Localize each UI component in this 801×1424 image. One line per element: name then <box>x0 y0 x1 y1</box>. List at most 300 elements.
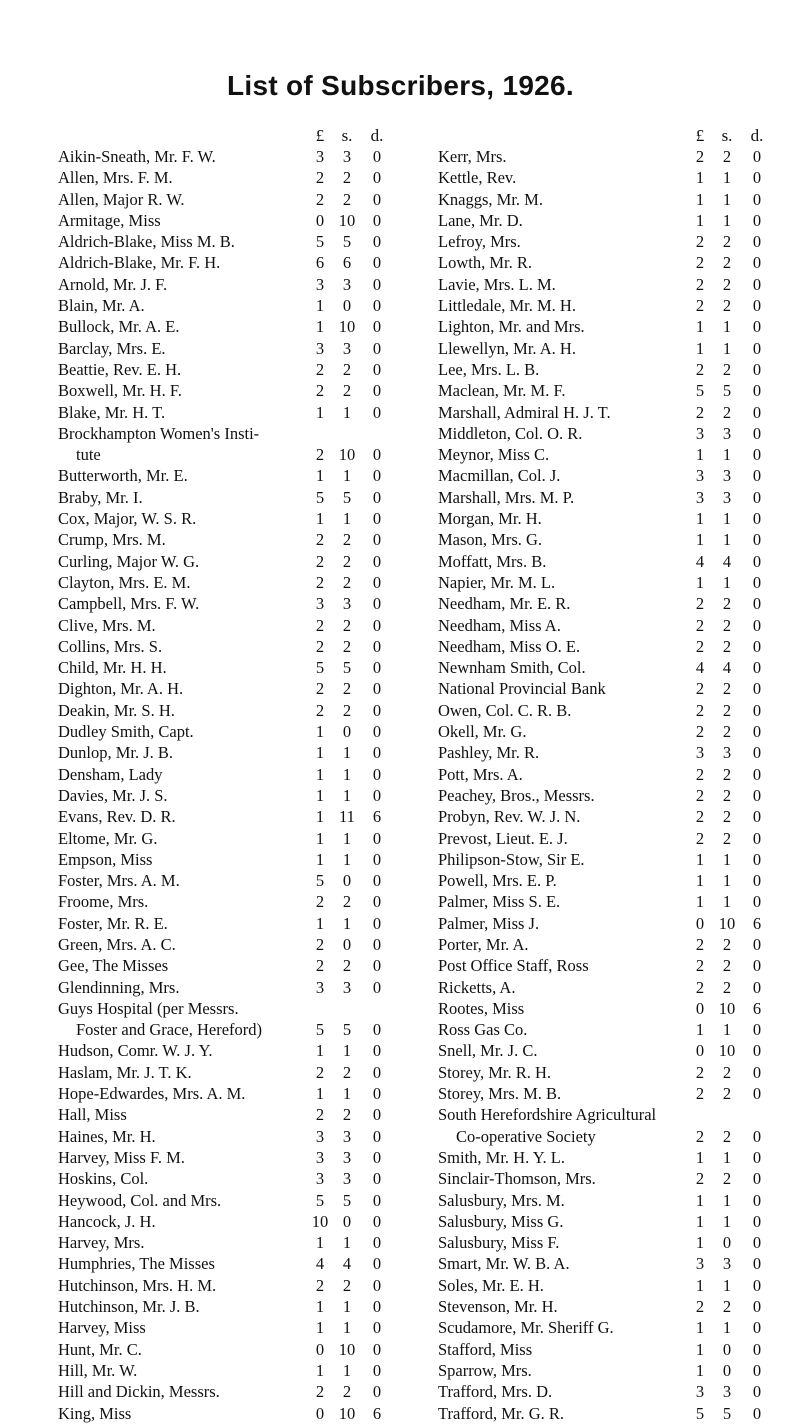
amount-pounds: 1 <box>315 466 325 486</box>
subscriber-row <box>58 338 393 359</box>
subscriber-name: Aldrich-Blake, Miss M. B. <box>58 232 235 252</box>
subscriber-name: Empson, Miss <box>58 849 153 869</box>
amount-pounds: 4 <box>315 1254 325 1274</box>
amount-pounds: 2 <box>315 189 325 209</box>
amount-shillings: 2 <box>722 594 732 614</box>
subscriber-row <box>58 828 393 849</box>
amount-shillings: 3 <box>342 274 352 294</box>
amount-pence: 6 <box>372 807 382 827</box>
amount-pence: 0 <box>752 402 762 422</box>
amount-pence: 0 <box>752 381 762 401</box>
amount-pence: 0 <box>752 1190 762 1210</box>
amount-pounds: 2 <box>315 934 325 954</box>
amount-pence: 0 <box>752 359 762 379</box>
subscriber-row <box>58 1275 393 1296</box>
subscriber-name: Philipson-Stow, Sir E. <box>438 849 585 869</box>
amount-pounds: 1 <box>695 210 705 230</box>
subscriber-row <box>58 359 393 380</box>
subscriber-column-right <box>438 126 773 1424</box>
amount-shillings: 1 <box>342 1297 352 1317</box>
subscriber-row <box>438 700 773 721</box>
subscriber-row <box>438 593 773 614</box>
amount-shillings: 1 <box>342 849 352 869</box>
subscriber-row <box>58 870 393 891</box>
amount-shillings: 2 <box>722 807 732 827</box>
page-title: List of Subscribers, 1926. <box>226 70 575 101</box>
amount-pounds: 1 <box>695 1360 705 1380</box>
amount-pounds: 5 <box>315 871 325 891</box>
amount-shillings: 2 <box>342 700 352 720</box>
subscriber-row <box>438 189 773 210</box>
amount-pounds: 2 <box>695 934 705 954</box>
amount-pounds: 2 <box>695 807 705 827</box>
subscriber-row <box>58 700 393 721</box>
amount-pence: 0 <box>752 1211 762 1231</box>
shillings-header: s. <box>721 126 733 145</box>
amount-shillings: 10 <box>338 317 356 337</box>
subscriber-row <box>58 934 393 955</box>
subscriber-name: Deakin, Mr. S. H. <box>58 700 175 720</box>
subscriber-name: Davies, Mr. J. S. <box>58 785 168 805</box>
subscriber-row <box>438 402 773 423</box>
subscriber-name: Pott, Mrs. A. <box>438 764 523 784</box>
subscriber-row <box>58 1360 393 1381</box>
amount-pence: 0 <box>752 1147 762 1167</box>
amount-pounds: 1 <box>315 828 325 848</box>
subscriber-name: Knaggs, Mr. M. <box>438 189 543 209</box>
amount-pounds: 3 <box>695 1382 705 1402</box>
subscriber-name: Foster, Mr. R. E. <box>58 913 168 933</box>
subscriber-name: Post Office Staff, Ross <box>438 956 589 976</box>
currency-header <box>58 126 393 146</box>
amount-shillings: 2 <box>342 679 352 699</box>
subscriber-row <box>58 891 393 912</box>
amount-pounds: 2 <box>315 359 325 379</box>
subscriber-name: Harvey, Mrs. <box>58 1233 145 1253</box>
subscriber-name: Froome, Mrs. <box>58 892 149 912</box>
amount-pounds: 2 <box>315 956 325 976</box>
amount-pounds: 2 <box>695 615 705 635</box>
amount-pounds: 5 <box>695 381 705 401</box>
subscriber-name: Allen, Major R. W. <box>58 189 185 209</box>
amount-pence: 0 <box>752 210 762 230</box>
subscriber-name: Prevost, Lieut. E. J. <box>438 828 568 848</box>
subscriber-row <box>438 359 773 380</box>
subscriber-row <box>58 998 393 1019</box>
amount-pence: 0 <box>372 785 382 805</box>
amount-pence: 0 <box>752 615 762 635</box>
subscriber-row <box>58 252 393 273</box>
subscriber-list <box>438 146 773 1424</box>
subscriber-row <box>58 1190 393 1211</box>
amount-pence: 0 <box>752 551 762 571</box>
amount-shillings: 1 <box>342 1360 352 1380</box>
subscriber-name: Storey, Mrs. M. B. <box>438 1084 562 1104</box>
subscriber-name: Needham, Miss A. <box>438 615 561 635</box>
amount-pounds: 2 <box>695 1062 705 1082</box>
amount-pounds: 2 <box>695 232 705 252</box>
amount-shillings: 0 <box>342 296 352 316</box>
subscriber-name: Sparrow, Mrs. <box>438 1360 532 1380</box>
amount-shillings: 2 <box>342 956 352 976</box>
amount-shillings: 3 <box>342 1169 352 1189</box>
amount-pounds: 2 <box>315 1062 325 1082</box>
pence-header: d. <box>750 126 764 145</box>
amount-pence: 0 <box>372 296 382 316</box>
subscriber-row <box>438 444 773 465</box>
amount-pence: 0 <box>372 1126 382 1146</box>
amount-pence: 0 <box>372 1233 382 1253</box>
amount-shillings: 3 <box>342 1147 352 1167</box>
subscriber-name: Pashley, Mr. R. <box>438 743 540 763</box>
subscriber-name: Hutchinson, Mr. J. B. <box>58 1297 200 1317</box>
amount-pounds: 3 <box>315 147 325 166</box>
subscriber-row <box>438 785 773 806</box>
subscriber-name: Clayton, Mrs. E. M. <box>58 572 191 592</box>
amount-pence: 0 <box>752 700 762 720</box>
amount-shillings: 3 <box>722 487 732 507</box>
amount-shillings: 1 <box>342 402 352 422</box>
subscriber-row <box>438 487 773 508</box>
subscriber-row <box>58 678 393 699</box>
amount-shillings: 3 <box>722 1254 732 1274</box>
amount-pence: 0 <box>372 849 382 869</box>
amount-shillings: 2 <box>722 274 732 294</box>
amount-pounds: 2 <box>315 615 325 635</box>
subscriber-row <box>58 1403 393 1424</box>
amount-pence: 0 <box>752 168 762 188</box>
amount-shillings: 1 <box>722 509 732 529</box>
amount-shillings: 5 <box>342 487 352 507</box>
amount-pence: 0 <box>372 1382 382 1402</box>
amount-pounds: 1 <box>315 1297 325 1317</box>
amount-pence: 0 <box>372 274 382 294</box>
subscriber-row <box>58 1040 393 1061</box>
subscriber-name: Evans, Rev. D. R. <box>58 807 176 827</box>
subscriber-row <box>58 977 393 998</box>
amount-shillings: 1 <box>342 509 352 529</box>
amount-pence: 0 <box>372 1041 382 1061</box>
amount-shillings: 2 <box>722 722 732 742</box>
amount-pence: 0 <box>752 274 762 294</box>
subscriber-row <box>438 934 773 955</box>
amount-pence: 0 <box>372 913 382 933</box>
subscriber-name: Scudamore, Mr. Sheriff G. <box>438 1318 614 1338</box>
amount-pounds: 1 <box>315 509 325 529</box>
amount-shillings: 1 <box>722 1190 732 1210</box>
amount-shillings: 2 <box>722 828 732 848</box>
amount-pounds: 2 <box>315 572 325 592</box>
amount-shillings: 1 <box>722 338 732 358</box>
amount-shillings: 10 <box>718 998 736 1018</box>
amount-pence: 0 <box>372 1297 382 1317</box>
subscriber-row <box>438 1403 773 1424</box>
amount-pence: 0 <box>752 1318 762 1338</box>
amount-shillings: 1 <box>722 1147 732 1167</box>
subscriber-name: Curling, Major W. G. <box>58 551 200 571</box>
subscriber-row <box>438 1062 773 1083</box>
amount-shillings: 2 <box>722 232 732 252</box>
amount-shillings: 2 <box>722 636 732 656</box>
amount-pence: 0 <box>372 1105 382 1125</box>
amount-pounds: 2 <box>315 700 325 720</box>
subscriber-row <box>438 274 773 295</box>
amount-pence: 0 <box>752 572 762 592</box>
amount-pounds: 1 <box>695 530 705 550</box>
amount-pounds: 1 <box>315 1084 325 1104</box>
amount-pounds: 3 <box>315 594 325 614</box>
subscriber-row <box>438 1126 773 1147</box>
subscriber-row <box>438 891 773 912</box>
amount-pounds: 1 <box>315 849 325 869</box>
amount-shillings: 3 <box>722 423 732 443</box>
amount-shillings: 1 <box>722 871 732 891</box>
amount-pence: 0 <box>372 594 382 614</box>
subscriber-row <box>438 657 773 678</box>
subscriber-row <box>438 764 773 785</box>
subscriber-name: Peachey, Bros., Messrs. <box>438 785 595 805</box>
amount-pence: 0 <box>752 445 762 465</box>
subscriber-row <box>438 295 773 316</box>
subscriber-name: Porter, Mr. A. <box>438 934 529 954</box>
amount-pence: 0 <box>752 1233 762 1253</box>
subscriber-name: Arnold, Mr. J. F. <box>58 274 168 294</box>
amount-pence: 0 <box>372 679 382 699</box>
amount-pounds: 2 <box>315 1382 325 1402</box>
subscriber-name: Needham, Mr. E. R. <box>438 594 571 614</box>
amount-pence: 6 <box>752 913 762 933</box>
amount-shillings: 10 <box>338 210 356 230</box>
amount-pence: 0 <box>372 359 382 379</box>
subscriber-name: Gee, The Misses <box>58 956 169 976</box>
subscriber-row <box>58 785 393 806</box>
amount-shillings: 5 <box>342 232 352 252</box>
amount-pounds: 1 <box>695 1190 705 1210</box>
amount-pounds: 6 <box>315 253 325 273</box>
amount-shillings: 1 <box>722 445 732 465</box>
amount-pence: 0 <box>752 807 762 827</box>
subscriber-name: Smart, Mr. W. B. A. <box>438 1254 570 1274</box>
subscriber-name: Snell, Mr. J. C. <box>438 1041 538 1061</box>
subscriber-name: Marshall, Admiral H. J. T. <box>438 402 611 422</box>
subscriber-name: Bullock, Mr. A. E. <box>58 317 180 337</box>
amount-shillings: 2 <box>342 615 352 635</box>
subscriber-name: Probyn, Rev. W. J. N. <box>438 807 581 827</box>
subscriber-row <box>438 1040 773 1061</box>
amount-pence: 0 <box>752 1360 762 1380</box>
subscriber-name: Okell, Mr. G. <box>438 722 527 742</box>
subscriber-row <box>438 742 773 763</box>
amount-shillings: 2 <box>342 1382 352 1402</box>
amount-pence: 0 <box>372 147 382 166</box>
subscriber-name: Trafford, Mrs. D. <box>438 1382 553 1402</box>
amount-shillings: 5 <box>722 1403 732 1423</box>
amount-pence: 0 <box>752 1020 762 1040</box>
subscriber-row <box>58 402 393 423</box>
amount-pounds: 2 <box>315 1105 325 1125</box>
subscriber-row <box>58 1019 393 1040</box>
amount-shillings: 3 <box>342 147 352 166</box>
subscriber-row <box>58 1296 393 1317</box>
amount-pounds: 1 <box>695 871 705 891</box>
amount-pounds: 5 <box>315 232 325 252</box>
subscriber-row <box>58 529 393 550</box>
amount-pounds: 2 <box>695 700 705 720</box>
subscriber-name: Lighton, Mr. and Mrs. <box>438 317 585 337</box>
amount-shillings: 10 <box>338 1339 356 1359</box>
subscriber-name: Lee, Mrs. L. B. <box>438 359 540 379</box>
amount-pounds: 2 <box>695 296 705 316</box>
amount-pounds: 1 <box>315 1233 325 1253</box>
subscriber-name: Kerr, Mrs. <box>438 147 507 166</box>
amount-shillings: 2 <box>342 381 352 401</box>
amount-pence: 0 <box>752 147 762 166</box>
amount-shillings: 2 <box>722 359 732 379</box>
amount-shillings: 2 <box>342 572 352 592</box>
amount-pounds: 2 <box>315 1275 325 1295</box>
subscriber-row <box>438 955 773 976</box>
amount-pounds: 2 <box>695 359 705 379</box>
subscriber-row <box>438 338 773 359</box>
amount-pounds: 2 <box>695 274 705 294</box>
amount-pence: 0 <box>372 1084 382 1104</box>
subscriber-name: Child, Mr. H. H. <box>58 658 167 678</box>
amount-pence: 0 <box>372 764 382 784</box>
subscriber-row <box>58 444 393 465</box>
amount-shillings: 1 <box>342 913 352 933</box>
amount-pounds: 2 <box>695 977 705 997</box>
subscriber-name: Littledale, Mr. M. H. <box>438 296 576 316</box>
subscriber-row <box>58 274 393 295</box>
amount-pounds: 1 <box>315 1041 325 1061</box>
amount-pounds: 2 <box>315 892 325 912</box>
amount-pence: 0 <box>752 1084 762 1104</box>
amount-pounds: 1 <box>315 402 325 422</box>
amount-pounds: 1 <box>695 892 705 912</box>
amount-pence: 0 <box>372 828 382 848</box>
amount-pounds: 5 <box>695 1403 705 1423</box>
amount-shillings: 3 <box>722 1382 732 1402</box>
subscriber-row <box>58 1253 393 1274</box>
subscriber-row <box>58 1104 393 1125</box>
amount-pounds: 2 <box>695 1169 705 1189</box>
amount-shillings: 0 <box>342 871 352 891</box>
amount-shillings: 4 <box>342 1254 352 1274</box>
amount-shillings: 3 <box>722 743 732 763</box>
amount-pounds: 2 <box>695 679 705 699</box>
subscriber-name: Trafford, Mr. G. R. <box>438 1403 565 1423</box>
amount-pence: 0 <box>372 658 382 678</box>
amount-pounds: 1 <box>695 1147 705 1167</box>
amount-pence: 0 <box>372 530 382 550</box>
amount-shillings: 10 <box>718 913 736 933</box>
subscriber-name: Marshall, Mrs. M. P. <box>438 487 575 507</box>
amount-shillings: 3 <box>342 594 352 614</box>
amount-shillings: 10 <box>338 1403 356 1423</box>
subscriber-name: Macmillan, Col. J. <box>438 466 561 486</box>
subscriber-row <box>438 423 773 444</box>
amount-shillings: 2 <box>722 1297 732 1317</box>
amount-pence: 0 <box>372 253 382 273</box>
amount-shillings: 2 <box>722 785 732 805</box>
amount-pounds: 2 <box>695 1084 705 1104</box>
amount-pence: 0 <box>752 871 762 891</box>
subscriber-row <box>58 1083 393 1104</box>
amount-pence: 0 <box>752 636 762 656</box>
subscriber-row <box>58 764 393 785</box>
subscriber-name: Eltome, Mr. G. <box>58 828 158 848</box>
amount-shillings: 2 <box>342 1105 352 1125</box>
amount-shillings: 2 <box>722 402 732 422</box>
subscriber-name: Maclean, Mr. M. F. <box>438 381 566 401</box>
amount-pence: 0 <box>752 253 762 273</box>
amount-shillings: 0 <box>722 1233 732 1253</box>
subscriber-name: Harvey, Miss F. M. <box>58 1147 185 1167</box>
subscriber-name: Foster, Mrs. A. M. <box>58 871 180 891</box>
subscriber-name: Soles, Mr. E. H. <box>438 1275 544 1295</box>
subscriber-name: Storey, Mr. R. H. <box>438 1062 552 1082</box>
subscriber-row <box>58 1317 393 1338</box>
subscriber-name: Lowth, Mr. R. <box>438 253 532 273</box>
amount-shillings: 2 <box>722 977 732 997</box>
amount-pounds: 1 <box>315 317 325 337</box>
amount-shillings: 5 <box>342 658 352 678</box>
amount-pence: 0 <box>752 1041 762 1061</box>
amount-shillings: 4 <box>722 551 732 571</box>
amount-pounds: 5 <box>315 658 325 678</box>
subscriber-name: Aikin-Sneath, Mr. F. W. <box>58 147 216 166</box>
amount-pence: 0 <box>752 743 762 763</box>
amount-pounds: 2 <box>695 1297 705 1317</box>
amount-pence: 0 <box>752 1297 762 1317</box>
amount-pence: 0 <box>752 1254 762 1274</box>
subscriber-name: Owen, Col. C. R. B. <box>438 700 572 720</box>
amount-shillings: 0 <box>342 1211 352 1231</box>
subscriber-row <box>438 977 773 998</box>
amount-pence: 0 <box>372 402 382 422</box>
amount-pence: 0 <box>752 1339 762 1359</box>
subscriber-row <box>438 529 773 550</box>
subscriber-name: South Herefordshire Agricultural <box>438 1105 657 1125</box>
subscriber-name: Clive, Mrs. M. <box>58 615 156 635</box>
amount-pence: 0 <box>372 466 382 486</box>
amount-shillings: 2 <box>722 700 732 720</box>
amount-pence: 0 <box>752 785 762 805</box>
amount-pounds: 1 <box>695 445 705 465</box>
subscriber-name: Smith, Mr. H. Y. L. <box>438 1147 565 1167</box>
amount-shillings: 2 <box>342 892 352 912</box>
subscriber-name: Lane, Mr. D. <box>438 210 523 230</box>
amount-shillings: 5 <box>722 381 732 401</box>
subscriber-name: Blake, Mr. H. T. <box>58 402 166 422</box>
amount-pounds: 3 <box>695 423 705 443</box>
subscriber-row <box>58 423 393 444</box>
subscriber-name: King, Miss <box>58 1403 132 1423</box>
amount-shillings: 2 <box>342 359 352 379</box>
subscriber-row <box>438 913 773 934</box>
subscriber-row <box>58 295 393 316</box>
amount-pounds: 2 <box>695 828 705 848</box>
amount-pence: 0 <box>372 232 382 252</box>
subscriber-name: Napier, Mr. M. L. <box>438 572 556 592</box>
amount-pounds: 3 <box>695 466 705 486</box>
subscriber-name: Mason, Mrs. G. <box>438 530 543 550</box>
subscriber-row <box>438 1147 773 1168</box>
amount-pence: 0 <box>372 871 382 891</box>
currency-header <box>438 126 773 146</box>
subscriber-name: Armitage, Miss <box>58 210 161 230</box>
amount-pence: 0 <box>372 445 382 465</box>
